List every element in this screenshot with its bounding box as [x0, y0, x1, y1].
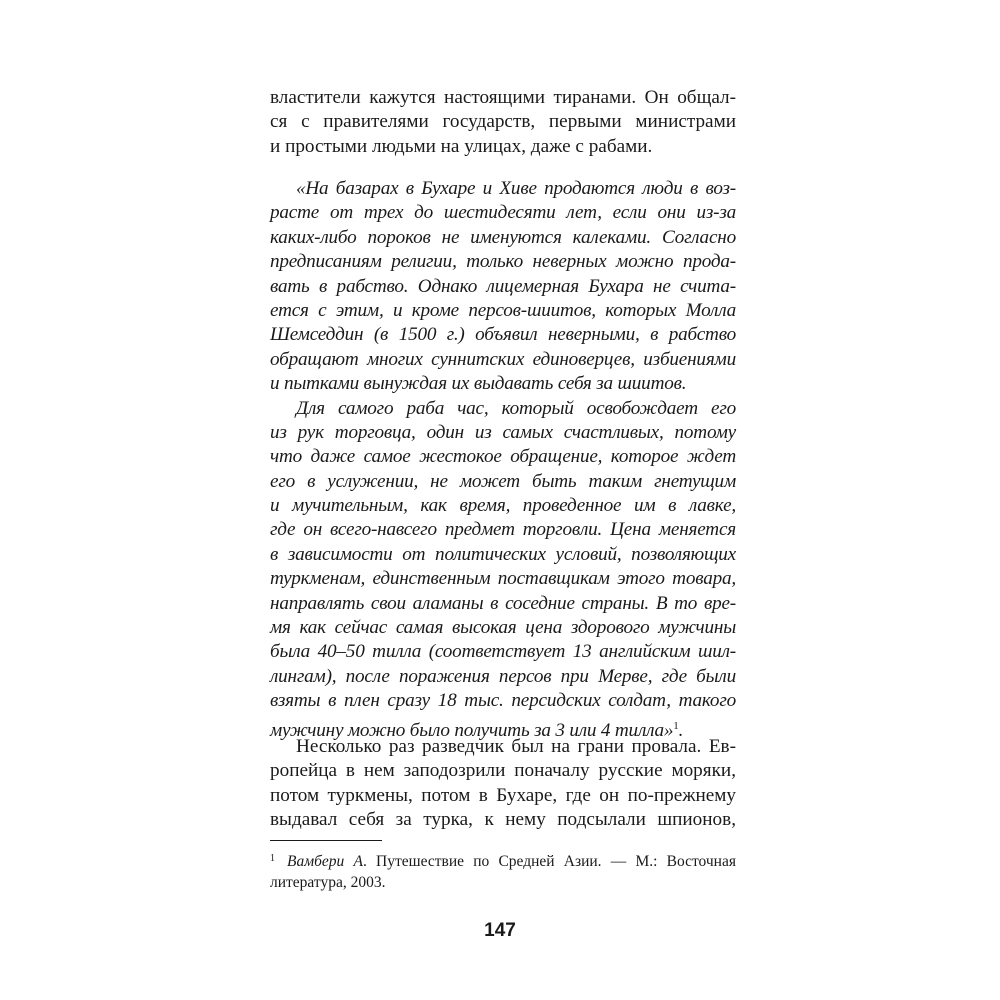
- text-line: выдавал себя за турка, к нему подсылали шпионов,: [270, 809, 736, 831]
- quote-line: вать в рабство. Однако лицемерная Бухара не счита-: [270, 275, 736, 297]
- footnote-line: литература, 2003.: [270, 873, 386, 891]
- quote-line: и мучительным, как время, проведенное им в лавке,: [270, 495, 736, 517]
- footnote: [270, 849, 736, 893]
- quote-line: обращают многих суннитских единоверцев, избиениями: [270, 348, 736, 370]
- page-number: 147: [484, 920, 516, 941]
- quote-line: и пытками вынуждая их выдавать себя за шиитов.: [270, 373, 687, 395]
- quote-line: лингам), после поражения персов при Мерве, где были: [270, 665, 736, 687]
- text-line: ся с правителями государств, первыми министрами: [270, 111, 736, 133]
- quote-line: ется с этим, и кроме персов-шиитов, которых Молла: [270, 299, 736, 321]
- bottom-paragraph: [270, 735, 736, 833]
- quote-line: расте от трех до шестидесяти лет, если они из-за: [270, 202, 736, 224]
- text-line: и простыми людьми на улицах, даже с рабами.: [270, 135, 653, 157]
- quote-line: в зависимости от политических условий, позволяющих: [270, 543, 736, 565]
- quote-line: из рук торговца, один из самых счастливых, потому: [270, 421, 736, 443]
- footnote-line: [270, 849, 736, 873]
- quote-line: была 40–50 тилла (соответствует 13 английским шил-: [270, 641, 736, 663]
- quote-line: направлять свои аламаны в соседние страны. В то вре-: [270, 592, 736, 614]
- text-line: ропейца в нем заподозрили поначалу русские моряки,: [270, 760, 736, 782]
- footnote-separator: [270, 840, 382, 841]
- quote-line: его в услужении, не может быть таким гнетущим: [270, 470, 736, 492]
- footnote-marker: 1: [270, 853, 275, 864]
- quote-line: предписаниям религии, только неверных можно прода-: [270, 251, 736, 273]
- quote-line: «На базарах в Бухаре и Хиве продаются люди в воз-: [296, 178, 736, 199]
- top-paragraph: [270, 86, 736, 159]
- quote-end-punct: .: [678, 719, 684, 741]
- text-line: властители кажутся настоящими тиранами. Он общал-: [270, 87, 736, 108]
- quote-line-text: мужчину можно было получить за 3 или 4 тилла»: [270, 719, 674, 741]
- quote-line: каких-либо пороков не именуются калеками. Согласно: [270, 226, 736, 248]
- quote-line: где он всего-навсего предмет торговли. Цена меняется: [270, 519, 736, 541]
- quote-line: Для самого раба час, который освобождает его: [296, 397, 736, 419]
- quote-line: Шемседдин (в 1500 г.) объявил неверными, в рабство: [270, 324, 736, 346]
- quote-line: что даже самое жестокое обращение, которое ждет: [270, 446, 736, 468]
- quote-block: [270, 177, 736, 741]
- quote-line: взяты в плен сразу 18 тыс. персидских солдат, такого: [270, 690, 736, 712]
- footnote-reference[interactable]: 1: [673, 719, 679, 732]
- quote-line: туркменам, единственным поставщикам этого товара,: [270, 568, 736, 590]
- text-line: Несколько раз разведчик был на грани провала. Ев-: [296, 736, 736, 757]
- quote-line: мя как сейчас самая высокая цена здорового мужчины: [270, 617, 736, 639]
- text-line: потом туркмены, потом в Бухаре, где он по-прежнему: [270, 784, 736, 806]
- footnote-citation: . Путешествие по Средней Азии. — М.: Восточная: [362, 853, 736, 870]
- footnote-author: Вамбери А: [287, 853, 363, 870]
